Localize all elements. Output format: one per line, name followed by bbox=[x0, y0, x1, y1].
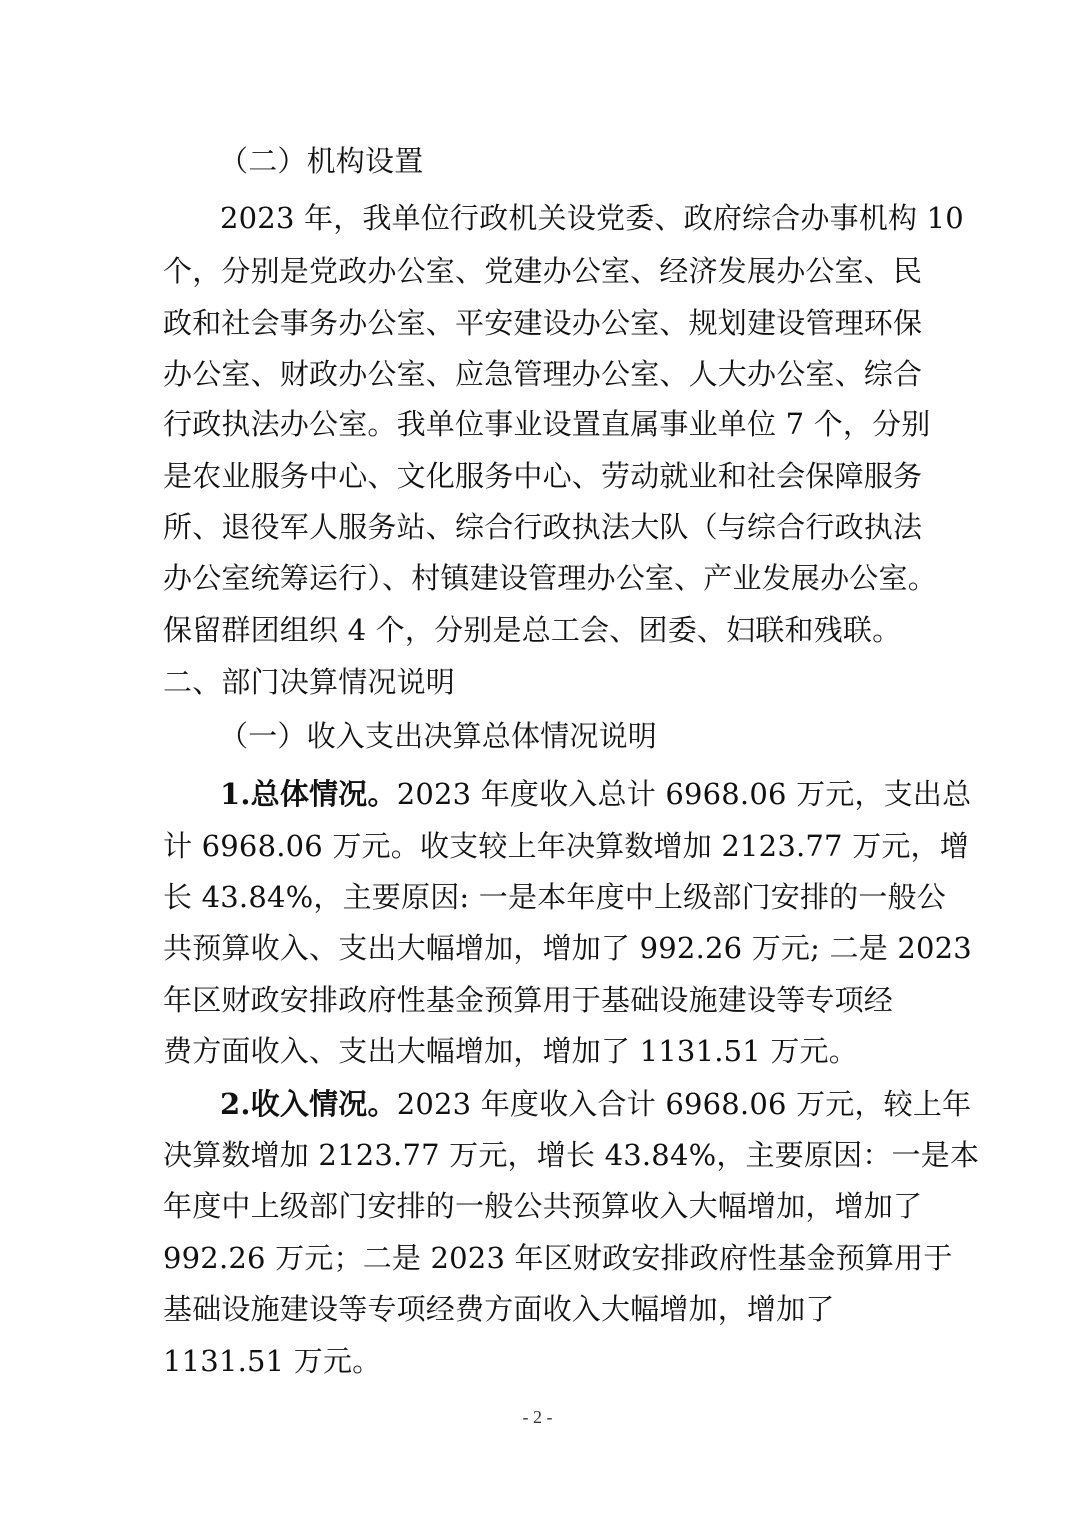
paragraph-line: 政和社会事务办公室、平安建设办公室、规划建设管理环保 bbox=[163, 306, 923, 340]
paragraph-line: 所、退役军人服务站、综合行政执法大队（与综合行政执法 bbox=[163, 510, 923, 544]
paragraph-line: 办公室统筹运行）、村镇建设管理办公室、产业发展办公室。 bbox=[163, 561, 937, 595]
paragraph-line: 计 6968.06 万元。收支较上年决算数增加 2123.77 万元，增 bbox=[163, 829, 969, 863]
paragraph-line: 个，分别是党政办公室、党建办公室、经济发展办公室、民 bbox=[163, 254, 923, 288]
income-first-line-text: 2023 年度收入合计 6968.06 万元，较上年 bbox=[396, 1087, 972, 1121]
paragraph-line: 992.26 万元；二是 2023 年区财政安排政府性基金预算用于 bbox=[163, 1241, 953, 1275]
paragraph-line: 保留群团组织 4 个，分别是总工会、团委、妇联和残联。 bbox=[163, 613, 902, 647]
paragraph-line: 是农业服务中心、文化服务中心、劳动就业和社会保障服务 bbox=[163, 459, 923, 493]
income-first-line bbox=[220, 1078, 972, 1130]
overall-lead: 1.总体情况。 bbox=[220, 777, 397, 811]
part-heading: 二、部门决算情况说明 bbox=[163, 665, 456, 699]
overall-first-line bbox=[220, 768, 972, 820]
paragraph-line: 费方面收入、支出大幅增加，增加了 1131.51 万元。 bbox=[163, 1034, 858, 1068]
paragraph-line: 2023 年，我单位行政机关设党委、政府综合办事机构 10 bbox=[220, 201, 964, 235]
page-number: - 2 - bbox=[522, 1407, 553, 1427]
paragraph-line: 基础设施建设等专项经费方面收入大幅增加，增加了 bbox=[163, 1292, 835, 1326]
paragraph-line: 年度中上级部门安排的一般公共预算收入大幅增加，增加了 bbox=[163, 1189, 923, 1223]
paragraph-line: 办公室、财政办公室、应急管理办公室、人大办公室、综合 bbox=[163, 357, 923, 391]
overall-first-line-text: 2023 年度收入总计 6968.06 万元，支出总 bbox=[396, 777, 972, 811]
paragraph-line: 行政执法办公室。我单位事业设置直属事业单位 7 个，分别 bbox=[163, 407, 931, 441]
paragraph-line: 年区财政安排政府性基金预算用于基础设施建设等专项经 bbox=[163, 983, 894, 1017]
section-heading-institutions: （二）机构设置 bbox=[219, 144, 424, 178]
paragraph-line: 1131.51 万元。 bbox=[163, 1344, 382, 1378]
paragraph-line: 长 43.84%，主要原因: 一是本年度中上级部门安排的一般公 bbox=[163, 880, 946, 914]
paragraph-line: 决算数增加 2123.77 万元，增长 43.84%，主要原因：一是本 bbox=[163, 1138, 980, 1172]
income-lead: 2.收入情况。 bbox=[220, 1087, 397, 1121]
subsection-heading: （一）收入支出决算总体情况说明 bbox=[219, 719, 658, 753]
paragraph-line: 共预算收入、支出大幅增加，增加了 992.26 万元; 二是 2023 bbox=[163, 931, 972, 965]
